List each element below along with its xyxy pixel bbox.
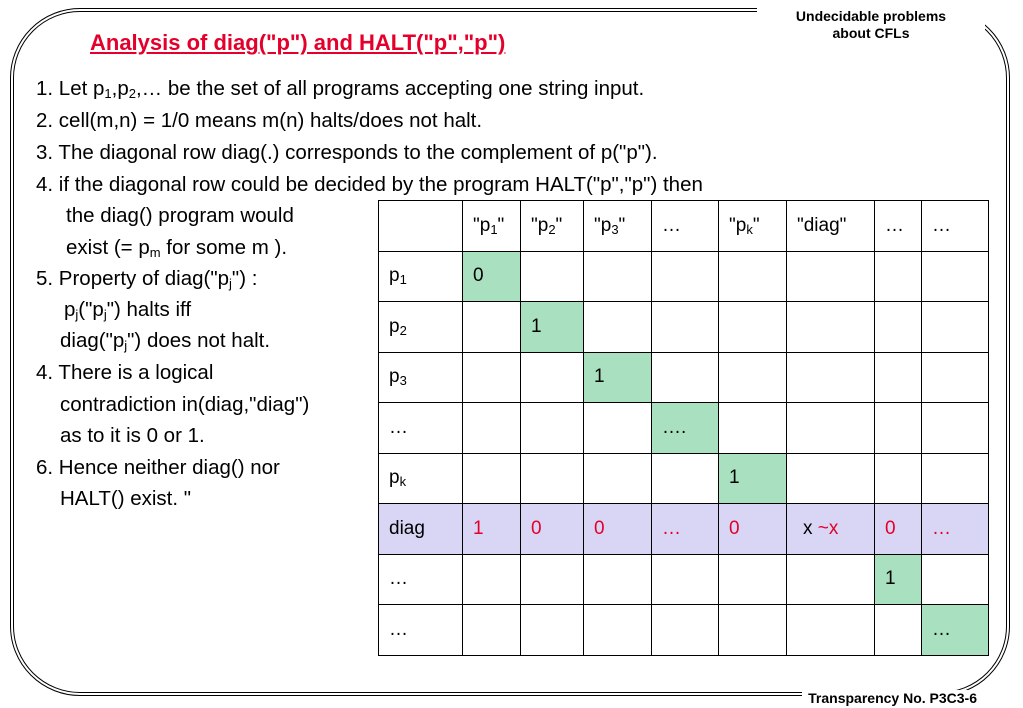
table-cell xyxy=(584,605,652,656)
text-line-6: exist (= $p_m$ for some m ). xyxy=(66,236,288,260)
table-cell xyxy=(719,554,787,605)
diag-row-label: diag xyxy=(379,504,463,555)
text-line-13: 6. Hence neither diag() nor xyxy=(36,456,280,479)
table-cell xyxy=(521,352,584,403)
table-cell xyxy=(787,605,875,656)
diag-row-cell: 1 xyxy=(463,504,521,555)
table-cell xyxy=(922,302,989,353)
table-cell xyxy=(719,302,787,353)
column-header: "$p_2$" xyxy=(521,201,584,252)
table-header-row xyxy=(379,201,989,252)
diag-self-cell: x ~x xyxy=(787,504,875,555)
diag-row-cell: 0 xyxy=(875,504,922,555)
column-header: "$p_1$" xyxy=(463,201,521,252)
row-label: … xyxy=(379,605,463,656)
table-cell xyxy=(463,403,521,454)
row-label: $p_2$ xyxy=(379,302,463,353)
table-cell xyxy=(463,302,521,353)
table-row xyxy=(379,251,989,302)
diagonal-cell: 1 xyxy=(875,554,922,605)
row-label: $p_1$ xyxy=(379,251,463,302)
row-label: $p_3$ xyxy=(379,352,463,403)
table-cell xyxy=(875,251,922,302)
table-cell xyxy=(922,251,989,302)
text-line-8: $p_j("p_j")$ halts iff xyxy=(64,298,192,322)
text-line-12: as to it is 0 or 1. xyxy=(60,424,205,447)
table-cell xyxy=(875,352,922,403)
table-cell xyxy=(787,554,875,605)
table-cell xyxy=(652,352,719,403)
table-cell xyxy=(584,554,652,605)
table-cell xyxy=(463,605,521,656)
table-cell xyxy=(521,453,584,504)
table-cell xyxy=(584,403,652,454)
text-line-14: HALT() exist. " xyxy=(60,487,192,510)
table-cell xyxy=(787,352,875,403)
diag-row-cell: 0 xyxy=(719,504,787,555)
table-cell xyxy=(875,302,922,353)
table-cell xyxy=(787,453,875,504)
table-cell xyxy=(719,251,787,302)
table-cell xyxy=(521,403,584,454)
table-cell xyxy=(584,302,652,353)
table-cell xyxy=(652,453,719,504)
table-cell xyxy=(463,453,521,504)
slide-header xyxy=(757,8,985,42)
table-cell xyxy=(875,453,922,504)
diagonal-cell: 1 xyxy=(719,453,787,504)
column-header: "$p_k$" xyxy=(719,201,787,252)
table-cell xyxy=(463,352,521,403)
text-line-3: 3. The diagonal row diag(.) corresponds to the complement of p("p"). xyxy=(36,141,658,164)
table-cell xyxy=(584,453,652,504)
slide-title: Analysis of diag("p") and HALT("p","p") xyxy=(86,30,509,56)
column-header: … xyxy=(875,201,922,252)
table-cell xyxy=(652,605,719,656)
diag-row-cell: … xyxy=(652,504,719,555)
table-cell xyxy=(652,251,719,302)
table-cell xyxy=(719,403,787,454)
header-line-1: Undecidable problems xyxy=(795,8,947,24)
diag-row-cell: 0 xyxy=(584,504,652,555)
diagonal-table xyxy=(378,200,989,656)
slide-footer: Transparency No. P3C3-6 xyxy=(802,690,983,706)
table-row xyxy=(379,605,989,656)
diag-row-cell: … xyxy=(922,504,989,555)
column-header: … xyxy=(652,201,719,252)
column-header: … xyxy=(922,201,989,252)
table-cell xyxy=(922,453,989,504)
table-cell xyxy=(787,302,875,353)
table-cell xyxy=(922,554,989,605)
table-cell xyxy=(521,554,584,605)
table-row xyxy=(379,302,989,353)
row-label: $p_k$ xyxy=(379,453,463,504)
table-cell xyxy=(787,251,875,302)
diagonal-cell: …. xyxy=(652,403,719,454)
table-row xyxy=(379,554,989,605)
corner-cell xyxy=(379,201,463,252)
text-line-11: contradiction in(diag,"diag") xyxy=(60,393,310,416)
diag-row-cell: 0 xyxy=(521,504,584,555)
text-line-4: 4. if the diagonal row could be decided by the program HALT("p","p") then xyxy=(36,173,703,196)
text-line-1: 1. Let $p_1,p_2,\dots$ be the set of all programs accepting one string input. xyxy=(36,77,645,101)
diagonal-cell: 1 xyxy=(521,302,584,353)
column-header: "$p_3$" xyxy=(584,201,652,252)
diagonal-cell: 1 xyxy=(584,352,652,403)
table-cell xyxy=(652,302,719,353)
diagonal-cell: 0 xyxy=(463,251,521,302)
diagonal-cell: … xyxy=(922,605,989,656)
table-cell xyxy=(584,251,652,302)
table-cell xyxy=(463,554,521,605)
diag-row xyxy=(379,504,989,555)
table-cell xyxy=(922,403,989,454)
text-line-10: 4. There is a logical xyxy=(36,361,214,384)
table-row xyxy=(379,352,989,403)
table-cell xyxy=(922,352,989,403)
table-cell xyxy=(719,352,787,403)
table-cell xyxy=(652,554,719,605)
row-label: … xyxy=(379,554,463,605)
header-line-2: about CFLs xyxy=(832,25,910,41)
table-cell xyxy=(875,605,922,656)
table-row xyxy=(379,453,989,504)
text-line-9: $diag("p_j")$ does not halt. xyxy=(60,329,271,353)
table-row xyxy=(379,403,989,454)
column-header: "diag" xyxy=(787,201,875,252)
table-cell xyxy=(787,403,875,454)
table-cell xyxy=(521,605,584,656)
table-cell xyxy=(875,403,922,454)
table-cell xyxy=(719,605,787,656)
text-line-2: 2. cell(m,n) = 1/0 means m(n) halts/does not halt. xyxy=(36,109,483,132)
table-cell xyxy=(521,251,584,302)
text-line-5: the diag() program would xyxy=(66,204,294,227)
text-line-7: 5. Property of $diag("p_j")$ : xyxy=(36,267,258,291)
row-label: … xyxy=(379,403,463,454)
